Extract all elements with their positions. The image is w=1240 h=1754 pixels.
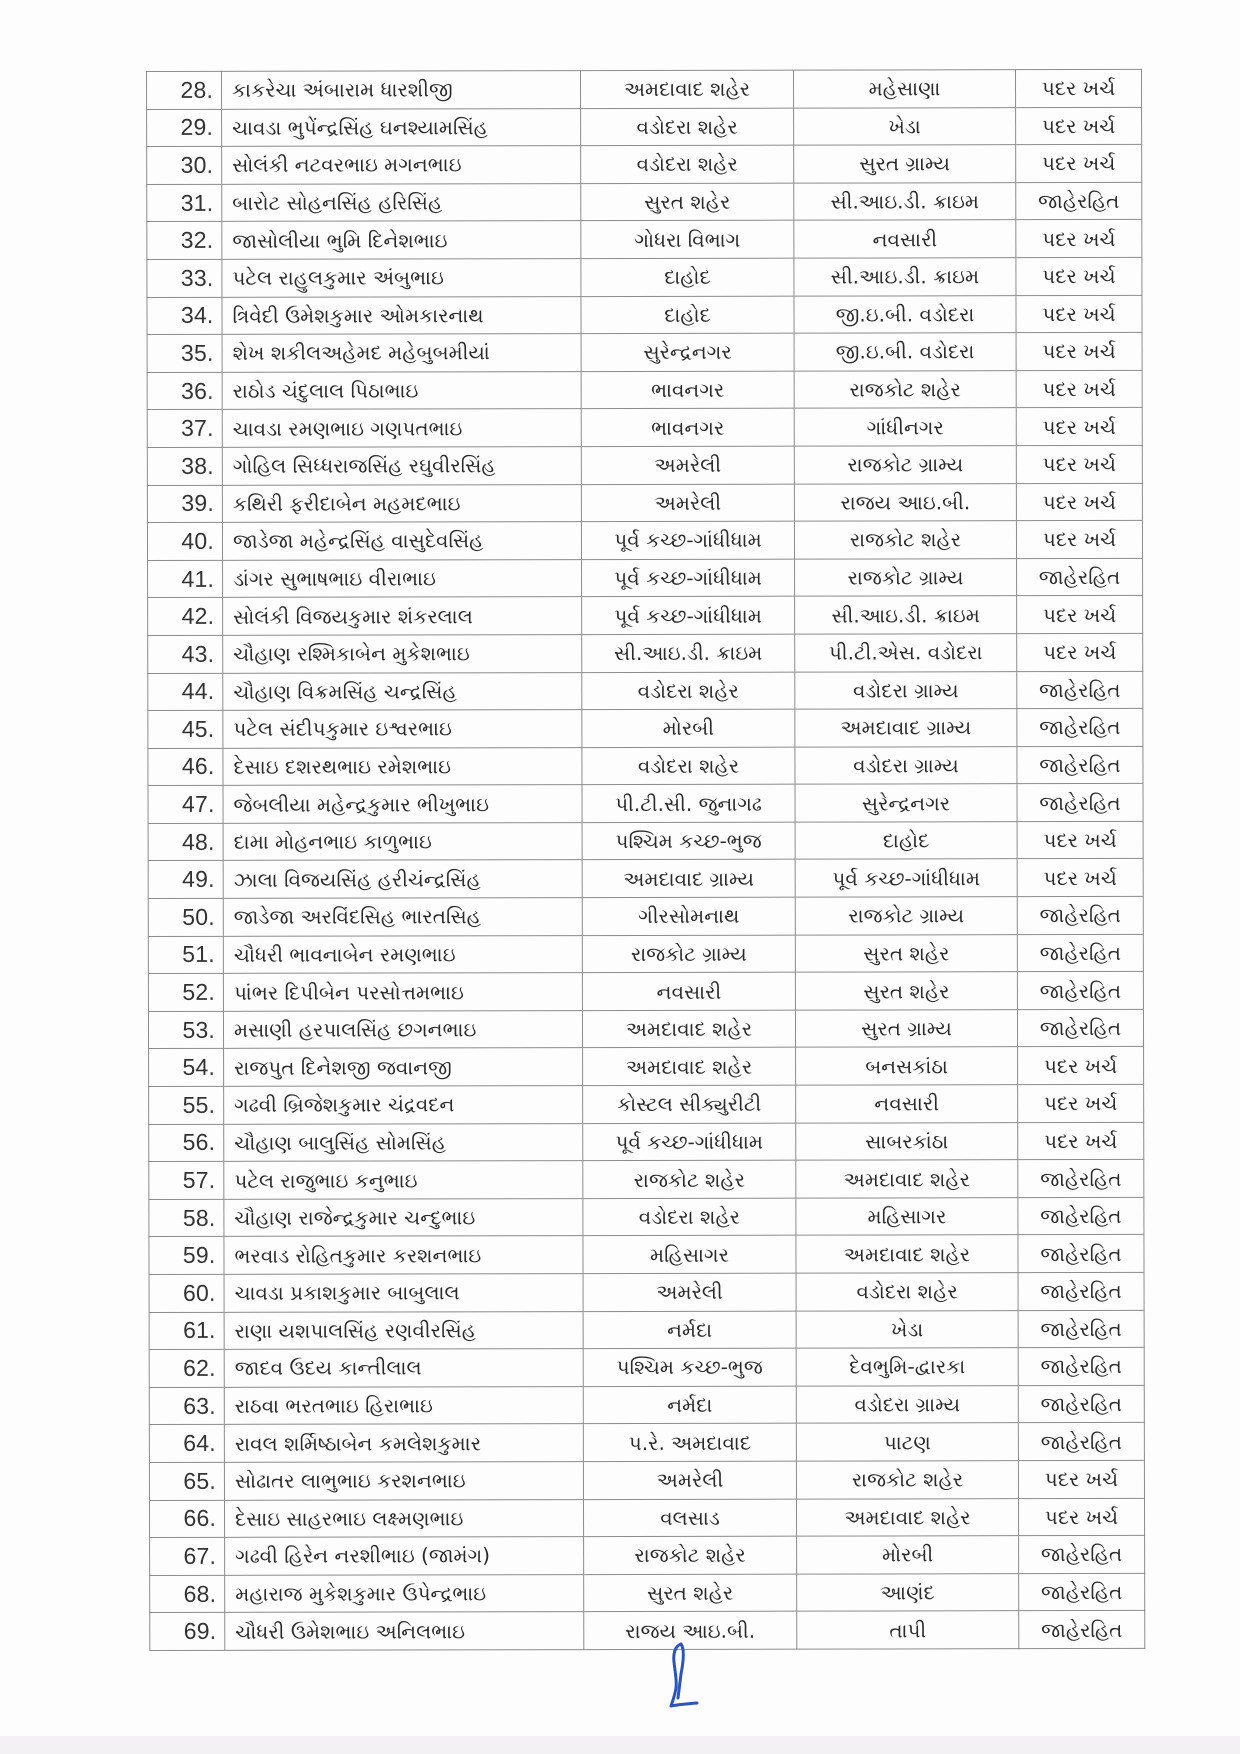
current-posting-cell: પૂર્વ કચ્છ-ગાંધીધામ [582, 559, 795, 597]
transfer-posting-cell: વડોદરા ગ્રામ્ય [796, 1385, 1018, 1423]
employee-name-cell: દેસાઇ સાહરભાઇ લક્ષ્મણભાઇ [224, 1499, 583, 1537]
transfer-type-cell: પદર ખર્ચ [1017, 596, 1143, 634]
serial-number-cell: 39. [147, 485, 222, 523]
transfer-posting-cell: સુરત શહેર [795, 934, 1017, 972]
current-posting-cell: રાજય આઇ.બી. [584, 1611, 797, 1649]
employee-name-cell: રાણા યશપાલસિંહ રણવીરસિંહ [224, 1311, 583, 1349]
serial-number-cell: 58. [149, 1199, 224, 1237]
transfer-type-cell: જાહેરહિત [1018, 1310, 1144, 1348]
current-posting-cell: સુરત શહેર [581, 183, 794, 221]
serial-number-cell: 63. [149, 1387, 224, 1425]
table-row [148, 821, 1143, 861]
current-posting-cell: અમદાવાદ શહેર [581, 70, 794, 108]
transfer-posting-cell: ગાંધીનગર [794, 408, 1016, 446]
signature-mark [645, 1640, 715, 1720]
current-posting-cell: પૂર્વ કચ્છ-ગાંધીધામ [581, 521, 794, 559]
employee-name-cell: ચૌધરી ઉમેશભાઇ અનિલભાઇ [225, 1612, 584, 1650]
current-posting-cell: મોરબી [582, 709, 795, 747]
transfer-posting-cell: પી.ટી.એસ. વડોદરા [795, 634, 1017, 672]
table-row [149, 1310, 1144, 1350]
current-posting-cell: રાજકોટ શહેર [583, 1160, 796, 1198]
employee-name-cell: બારોટ સોહનસિંહ હરિસિંહ [222, 183, 581, 221]
table-row [148, 784, 1143, 824]
transfer-type-cell: પદર ખર્ચ [1016, 220, 1142, 258]
table-row [148, 709, 1143, 749]
serial-number-cell: 50. [148, 898, 223, 936]
table-row [147, 182, 1142, 222]
table-row [148, 746, 1143, 786]
employee-name-cell: સોલંકી નટવરભાઇ મગનભાઇ [222, 146, 581, 184]
employee-name-cell: મસાણી હરપાલસિંહ છગનભાઇ [223, 1010, 582, 1048]
transfer-posting-cell: સી.આઇ.ડી. ક્રાઇમ [794, 182, 1016, 220]
employee-name-cell: મહારાજ મુકેશકુમાર ઉપેન્દ્રભાઇ [225, 1574, 584, 1612]
current-posting-cell: રાજકોટ ગ્રામ્ય [582, 935, 795, 973]
serial-number-cell: 55. [149, 1086, 224, 1124]
serial-number-cell: 65. [149, 1462, 224, 1500]
table-row [148, 1009, 1143, 1049]
employee-name-cell: ચૌહાણ રાજેન્દ્રકુમાર ચન્દુભાઇ [224, 1198, 583, 1236]
transfer-type-cell: પદર ખર્ચ [1016, 445, 1142, 483]
transfer-type-cell: જાહેરહિત [1017, 896, 1143, 934]
current-posting-cell: મહિસાગર [583, 1236, 796, 1274]
table-row [147, 295, 1142, 335]
transfer-posting-cell: સુરત શહેર [795, 972, 1017, 1010]
transfer-posting-cell: જી.ઇ.બી. વડોદરા [794, 333, 1016, 371]
employee-name-cell: ડાંગર સુભાષભાઇ વીરાભાઇ [223, 559, 582, 597]
current-posting-cell: અમદાવાદ શહેર [582, 1010, 795, 1048]
table-row [149, 1235, 1144, 1275]
current-posting-cell: ગીરસોમનાથ [582, 897, 795, 935]
transfer-posting-cell: બનસકાંઠા [796, 1047, 1018, 1085]
employee-name-cell: સોલંકી વિજયકુમાર શંકરલાલ [223, 597, 582, 635]
transfer-posting-cell: વડોદરા શહેર [796, 1273, 1018, 1311]
transfer-posting-cell: અમદાવાદ શહેર [796, 1160, 1018, 1198]
serial-number-cell: 66. [149, 1500, 224, 1538]
transfer-type-cell: જાહેરહિત [1018, 1235, 1144, 1273]
transfer-type-cell: જાહેરહિત [1018, 1348, 1144, 1386]
transfer-type-cell: પદર ખર્ચ [1018, 1460, 1144, 1498]
transfer-type-cell: પદર ખર્ચ [1015, 69, 1141, 107]
transfer-type-cell: પદર ખર્ચ [1016, 521, 1142, 559]
current-posting-cell: પૂર્વ કચ્છ-ગાંધીધામ [582, 596, 795, 634]
serial-number-cell: 69. [150, 1613, 225, 1651]
serial-number-cell: 38. [147, 447, 222, 485]
current-posting-cell: નર્મદા [583, 1311, 796, 1349]
employee-name-cell: ચૌહાણ રશ્મિકાબેન મુકેશભાઇ [223, 634, 582, 672]
transfer-posting-cell: ખેડા [794, 107, 1016, 145]
transfer-posting-cell: પૂર્વ કચ્છ-ગાંધીધામ [795, 859, 1017, 897]
table-row [149, 1160, 1144, 1200]
transfer-type-cell: જાહેરહિત [1019, 1611, 1145, 1649]
employee-name-cell: શેખ શકીલઅહેમદ મહેબુબમીયાં [222, 334, 581, 372]
transfer-type-cell: જાહેરહિત [1018, 1272, 1144, 1310]
serial-number-cell: 62. [149, 1350, 224, 1388]
serial-number-cell: 31. [147, 184, 222, 222]
current-posting-cell: ભાવનગર [581, 408, 794, 446]
current-posting-cell: પશ્ચિમ કચ્છ-ભુજ [583, 1348, 796, 1386]
transfer-posting-cell: અમદાવાદ ગ્રામ્ય [795, 709, 1017, 747]
serial-number-cell: 59. [149, 1237, 224, 1275]
transfer-type-cell: પદર ખર્ચ [1018, 1084, 1144, 1122]
transfer-type-cell: પદર ખર્ચ [1017, 821, 1143, 859]
transfer-type-cell: પદર ખર્ચ [1016, 107, 1142, 145]
current-posting-cell: રાજકોટ શહેર [584, 1536, 797, 1574]
serial-number-cell: 49. [148, 861, 223, 899]
current-posting-cell: વડોદરા શહેર [581, 145, 794, 183]
transfer-posting-cell: વડોદરા ગ્રામ્ય [795, 671, 1017, 709]
current-posting-cell: વડોદરા શહેર [581, 108, 794, 146]
transfer-type-cell: જાહેરહિત [1018, 1197, 1144, 1235]
current-posting-cell: અમરેલી [583, 1461, 796, 1499]
transfer-type-cell: જાહેરહિત [1018, 1423, 1144, 1461]
transfer-posting-cell: સાબરકાંઠા [796, 1122, 1018, 1160]
table-row [148, 972, 1143, 1012]
serial-number-cell: 30. [147, 147, 222, 185]
transfer-type-cell: જાહેરહિત [1017, 784, 1143, 822]
current-posting-cell: ભાવનગર [581, 371, 794, 409]
employee-name-cell: ત્રિવેદી ઉમેશકુમાર ઓમકારનાથ [222, 296, 581, 334]
serial-number-cell: 52. [148, 974, 223, 1012]
serial-number-cell: 37. [147, 410, 222, 448]
current-posting-cell: પૂર્વ કચ્છ-ગાંધીધામ [583, 1123, 796, 1161]
transfer-type-cell: જાહેરહિત [1019, 1573, 1145, 1611]
transfer-type-cell: જાહેરહિત [1017, 972, 1143, 1010]
serial-number-cell: 44. [148, 673, 223, 711]
table-row [149, 1385, 1144, 1425]
transfer-posting-cell: અમદાવાદ શહેર [796, 1235, 1018, 1273]
employee-name-cell: ચાવડા ભુપેંન્દ્રસિંહ ઘનશ્યામસિંહ [222, 108, 581, 146]
serial-number-cell: 56. [149, 1124, 224, 1162]
current-posting-cell: કોસ્ટલ સીક્યુરીટી [583, 1085, 796, 1123]
table-row [147, 107, 1142, 147]
table-row [148, 633, 1143, 673]
transfer-type-cell: પદર ખર્ચ [1016, 333, 1142, 371]
transfer-type-cell: પદર ખર્ચ [1016, 145, 1142, 183]
transfer-type-cell: જાહેરહિત [1019, 1536, 1145, 1574]
employee-name-cell: રાઠવા ભરતભાઇ હિરાભાઇ [224, 1386, 583, 1424]
current-posting-cell: પી.ટી.સી. જુનાગઢ [582, 784, 795, 822]
transfer-type-cell: જાહેરહિત [1017, 558, 1143, 596]
serial-number-cell: 40. [147, 522, 222, 560]
current-posting-cell: સુરેન્દ્રનગર [581, 333, 794, 371]
transfer-posting-cell: રાજકોટ ગ્રામ્ય [794, 446, 1016, 484]
serial-number-cell: 36. [147, 372, 222, 410]
serial-number-cell: 34. [147, 297, 222, 335]
table-row [148, 558, 1143, 598]
current-posting-cell: વડોદરા શહેર [582, 672, 795, 710]
table-row [148, 934, 1143, 974]
employee-name-cell: ચૌહાણ વિક્રમસિંહ ચન્દ્રસિંહ [223, 672, 582, 710]
serial-number-cell: 32. [147, 222, 222, 260]
transfer-posting-cell: સી.આઇ.ડી. ક્રાઇમ [795, 596, 1017, 634]
transfer-posting-cell: નવસારી [794, 220, 1016, 258]
transfer-type-cell: જાહેરહિત [1016, 182, 1142, 220]
employee-name-cell: જાદવ ઉદય કાન્તીલાલ [224, 1349, 583, 1387]
transfer-posting-cell: રાજકોટ શહેર [794, 521, 1016, 559]
transfer-posting-cell: નવસારી [796, 1085, 1018, 1123]
table-row [148, 859, 1143, 899]
current-posting-cell: પ.રે. અમદાવાદ [583, 1424, 796, 1462]
current-posting-cell: અમરેલી [581, 446, 794, 484]
serial-number-cell: 48. [148, 823, 223, 861]
current-posting-cell: દાહોદ [581, 258, 794, 296]
serial-number-cell: 53. [148, 1011, 223, 1049]
current-posting-cell: અમદાવાદ ગ્રામ્ય [582, 860, 795, 898]
employee-name-cell: રાઠોડ ચંદુલાલ પિઠાભાઇ [222, 371, 581, 409]
table-row [147, 370, 1142, 410]
table-row [147, 257, 1142, 297]
serial-number-cell: 67. [150, 1537, 225, 1575]
transfer-posting-cell: મહિસાગર [796, 1197, 1018, 1235]
signature-stroke [671, 1644, 697, 1706]
serial-number-cell: 35. [147, 334, 222, 372]
employee-name-cell: ઝાલા વિજયસિંહ હરીચંન્દ્રસિંહ [223, 860, 582, 898]
employee-name-cell: દેસાઇ દશરથભાઇ રમેશભાઇ [223, 747, 582, 785]
table-row [147, 333, 1142, 373]
table-row [147, 483, 1142, 523]
employee-name-cell: ગઢવી હિરેન નરશીભાઇ (જામંગ) [225, 1537, 584, 1575]
current-posting-cell: નર્મદા [583, 1386, 796, 1424]
table-row [149, 1460, 1144, 1500]
current-posting-cell: વડોદરા શહેર [582, 747, 795, 785]
table-row [149, 1084, 1144, 1124]
employee-name-cell: ચાવડા પ્રકાશકુમાર બાબુલાલ [224, 1274, 583, 1312]
serial-number-cell: 61. [149, 1312, 224, 1350]
table-row [150, 1573, 1145, 1613]
serial-number-cell: 28. [147, 71, 222, 109]
scan-edge [0, 1736, 1240, 1754]
transfer-posting-cell: સુરેન્દ્રનગર [795, 784, 1017, 822]
transfer-type-cell: પદર ખર્ચ [1016, 257, 1142, 295]
table-row [149, 1272, 1144, 1312]
transfer-posting-cell: મહેસાણા [793, 70, 1015, 108]
transfer-posting-cell: રાજકોટ ગ્રામ્ય [795, 897, 1017, 935]
transfer-posting-cell: સુરત ગ્રામ્ય [795, 1010, 1017, 1048]
employee-name-cell: જાડેજા મહેન્દ્રસિંહ વાસુદેવસિંહ [222, 522, 581, 560]
transfer-type-cell: પદર ખર્ચ [1017, 633, 1143, 671]
transfer-type-cell: જાહેરહિત [1017, 1009, 1143, 1047]
transfer-posting-cell: રાજય આઇ.બી. [794, 483, 1016, 521]
transfer-type-cell: જાહેરહિત [1017, 709, 1143, 747]
transfer-posting-cell: મોરબી [797, 1536, 1019, 1574]
transfer-type-cell: પદર ખર્ચ [1016, 408, 1142, 446]
table-row [149, 1498, 1144, 1538]
serial-number-cell: 60. [149, 1274, 224, 1312]
transfer-posting-cell: જી.ઇ.બી. વડોદરા [794, 295, 1016, 333]
table-row [147, 408, 1142, 448]
transfer-posting-cell: દાહોદ [795, 822, 1017, 860]
employee-name-cell: કાકરેચા અંબારામ ધારશીજી [222, 71, 581, 109]
table-row [147, 445, 1142, 485]
transfer-posting-cell: સુરત ગ્રામ્ય [794, 145, 1016, 183]
table-row [149, 1348, 1144, 1388]
table-body [147, 69, 1145, 1650]
transfer-type-cell: પદર ખર્ચ [1018, 1498, 1144, 1536]
employee-name-cell: પટેલ રાહુલકુમાર અંબુભાઇ [222, 259, 581, 297]
employee-name-cell: જાસોલીયા ભુમિ દિનેશભાઇ [222, 221, 581, 259]
current-posting-cell: અમરેલી [581, 484, 794, 522]
employee-name-cell: દામા મોહનભાઇ કાળુભાઇ [223, 822, 582, 860]
current-posting-cell: વડોદરા શહેર [583, 1198, 796, 1236]
employee-name-cell: જેબલીયા મહેન્દ્રકુમાર ભીખુભાઇ [223, 785, 582, 823]
transfer-posting-cell: દેવભુમિ-દ્વારકા [796, 1348, 1018, 1386]
transfer-table [146, 69, 1145, 1651]
employee-name-cell: જાડેજા અરવિંદસિહ ભારતસિહ [223, 898, 582, 936]
serial-number-cell: 29. [147, 109, 222, 147]
table-row [147, 145, 1142, 185]
current-posting-cell: પશ્ચિમ કચ્છ-ભુજ [582, 822, 795, 860]
transfer-posting-cell: સી.આઇ.ડી. ક્રાઇમ [794, 258, 1016, 296]
table-row [148, 671, 1143, 711]
transfer-type-cell: જાહેરહિત [1017, 671, 1143, 709]
table-row [147, 220, 1142, 260]
transfer-type-cell: પદર ખર્ચ [1016, 295, 1142, 333]
employee-name-cell: રાજપુત દિનેશજી જવાનજી [224, 1048, 583, 1086]
employee-name-cell: સોઢાતર લાભુભાઇ કરશનભાઇ [224, 1462, 583, 1500]
table-row [149, 1197, 1144, 1237]
current-posting-cell: સુરત શહેર [584, 1574, 797, 1612]
transfer-posting-cell: વડોદરા ગ્રામ્ય [795, 746, 1017, 784]
table-row [148, 596, 1143, 636]
employee-name-cell: ભરવાડ રોહિતકુમાર કરશનભાઇ [224, 1236, 583, 1274]
serial-number-cell: 41. [148, 560, 223, 598]
serial-number-cell: 68. [150, 1575, 225, 1613]
transfer-type-cell: પદર ખર્ચ [1016, 483, 1142, 521]
current-posting-cell: સી.આઇ.ડી. ક્રાઇમ [582, 634, 795, 672]
transfer-posting-cell: અમદાવાદ શહેર [796, 1498, 1018, 1536]
current-posting-cell: અમદાવાદ શહેર [583, 1048, 796, 1086]
table-row [147, 521, 1142, 561]
employee-name-cell: પટેલ રાજુભાઇ કનુભાઇ [224, 1161, 583, 1199]
transfer-type-cell: જાહેરહિત [1017, 746, 1143, 784]
employee-name-cell: પાંભર દિપીબેન પરસોત્તમભાઇ [223, 973, 582, 1011]
current-posting-cell: દાહોદ [581, 296, 794, 334]
employee-name-cell: ચૌધરી ભાવનાબેન રમણભાઇ [223, 935, 582, 973]
table-row [149, 1122, 1144, 1162]
transfer-type-cell: જાહેરહિત [1017, 934, 1143, 972]
current-posting-cell: અમરેલી [583, 1273, 796, 1311]
employee-name-cell: ગઢવી બ્રિજેશકુમાર ચંદ્રવદન [224, 1086, 583, 1124]
transfer-posting-cell: રાજકોટ શહેર [796, 1461, 1018, 1499]
table-row [150, 1536, 1145, 1576]
current-posting-cell: નવસારી [582, 972, 795, 1010]
current-posting-cell: વલસાડ [583, 1499, 796, 1537]
transfer-type-cell: પદર ખર્ચ [1017, 859, 1143, 897]
table-row [149, 1047, 1144, 1087]
serial-number-cell: 43. [148, 635, 223, 673]
serial-number-cell: 47. [148, 786, 223, 824]
serial-number-cell: 64. [149, 1425, 224, 1463]
serial-number-cell: 42. [148, 598, 223, 636]
transfer-posting-cell: ખેડા [796, 1310, 1018, 1348]
employee-name-cell: કથિરી ફરીદાબેન મહમદભાઇ [222, 484, 581, 522]
table-row [147, 69, 1142, 109]
employee-name-cell: ચાવડા રમણભાઇ ગણપતભાઇ [222, 409, 581, 447]
employee-name-cell: ગોહિલ સિધ્ધરાજસિંહ રઘુવીરસિંહ [222, 447, 581, 485]
transfer-posting-cell: રાજકોટ ગ્રામ્ય [795, 558, 1017, 596]
serial-number-cell: 46. [148, 748, 223, 786]
serial-number-cell: 45. [148, 710, 223, 748]
transfer-type-cell: પદર ખર્ચ [1018, 1047, 1144, 1085]
transfer-type-cell: જાહેરહિત [1018, 1385, 1144, 1423]
transfer-posting-cell: તાપી [797, 1611, 1019, 1649]
serial-number-cell: 33. [147, 259, 222, 297]
transfer-posting-cell: આણંદ [797, 1573, 1019, 1611]
table-row [148, 896, 1143, 936]
table-row [149, 1423, 1144, 1463]
transfer-posting-cell: પાટણ [796, 1423, 1018, 1461]
serial-number-cell: 57. [149, 1162, 224, 1200]
transfer-posting-cell: રાજકોટ શહેર [794, 370, 1016, 408]
transfer-type-cell: પદર ખર્ચ [1018, 1122, 1144, 1160]
employee-name-cell: ચૌહાણ બાલુસિંહ સોમસિંહ [224, 1123, 583, 1161]
employee-name-cell: પટેલ સંદીપકુમાર ઇશ્વરભાઇ [223, 710, 582, 748]
current-posting-cell: ગોધરા વિભાગ [581, 221, 794, 259]
transfer-type-cell: જાહેરહિત [1018, 1160, 1144, 1198]
serial-number-cell: 54. [149, 1049, 224, 1087]
transfer-type-cell: પદર ખર્ચ [1016, 370, 1142, 408]
serial-number-cell: 51. [148, 936, 223, 974]
employee-name-cell: રાવલ શર્મિષ્ઠાબેન કમલેશકુમાર [224, 1424, 583, 1462]
